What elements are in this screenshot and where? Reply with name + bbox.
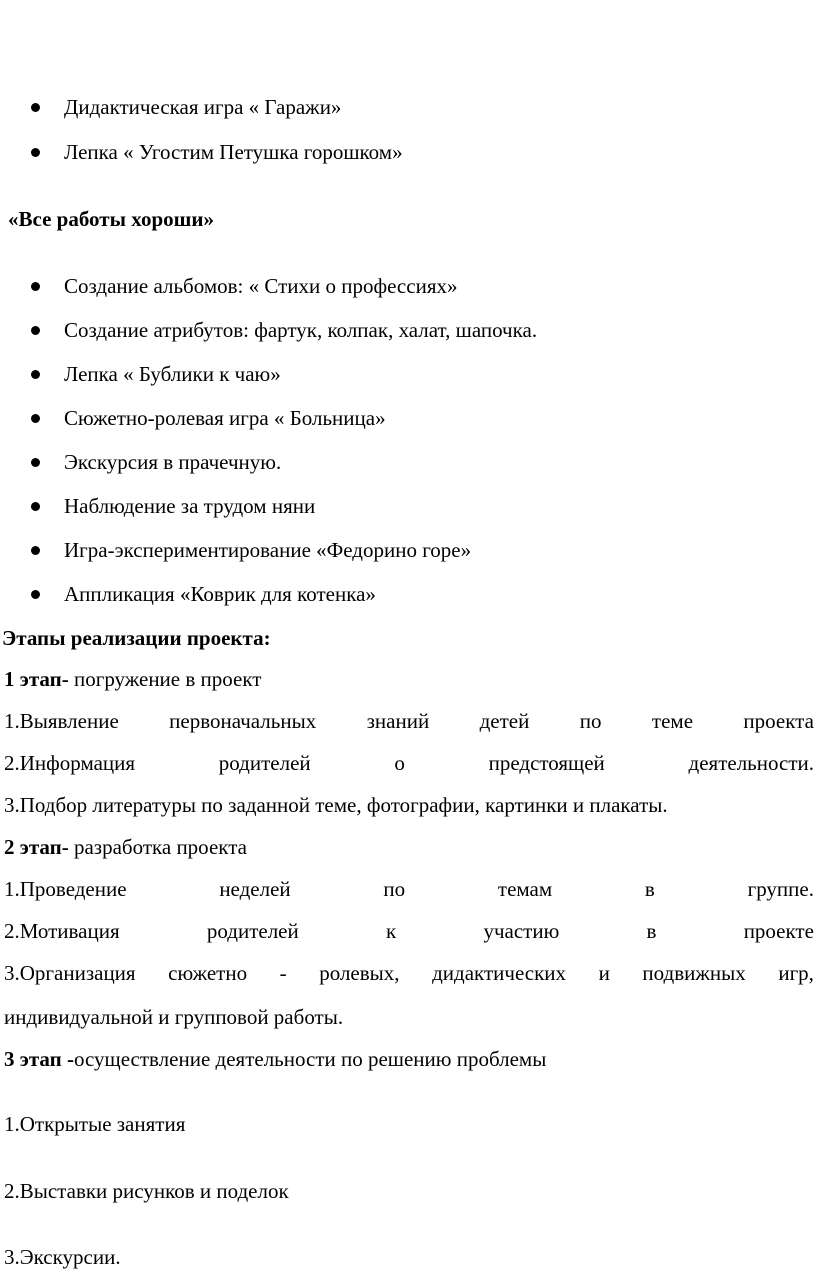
list-item: [0, 448, 816, 476]
word: предстоящей: [488, 751, 605, 775]
stages-heading: Этапы реализации проекта:: [2, 626, 271, 650]
word: проекта: [743, 709, 814, 733]
stage-2-item-2: [4, 917, 814, 945]
word: участию: [483, 919, 560, 943]
word: 3.Организация: [4, 961, 136, 985]
word: родителей: [206, 919, 299, 943]
word: по: [383, 877, 406, 901]
word: -: [279, 961, 287, 985]
list-item-text: Дидактическая игра « Гаражи»: [64, 95, 342, 119]
word: деятельности.: [688, 751, 814, 775]
word: 1.Проведение: [4, 877, 127, 901]
list-item: [0, 492, 816, 520]
bullet-icon: [31, 370, 40, 379]
stage-1-label: 1 этап-: [4, 667, 69, 691]
stage-3-text: осуществление деятельности по решению проблемы: [73, 1047, 547, 1071]
word: 2.Информация: [4, 751, 136, 775]
list-item: [0, 360, 816, 388]
stage-1-item-2: [4, 749, 814, 777]
word: первоначальных: [169, 709, 317, 733]
word: знаний: [366, 709, 430, 733]
stage-1-text: погружение в проект: [68, 667, 262, 691]
word: в: [644, 877, 655, 901]
list-item-text: Аппликация «Коврик для котенка»: [64, 582, 376, 606]
stage-3-item-3: 3.Экскурсии.: [4, 1245, 121, 1269]
bullet-icon: [31, 414, 40, 423]
stage-3-item-2: 2.Выставки рисунков и поделок: [4, 1179, 289, 1203]
stage-3-item-1: 1.Открытые занятия: [4, 1112, 186, 1136]
list-item-text: Лепка « Бублики к чаю»: [64, 362, 281, 386]
word: родителей: [218, 751, 311, 775]
list-item-text: Наблюдение за трудом няни: [64, 494, 316, 518]
bullet-icon: [31, 458, 40, 467]
list-item-text: Экскурсия в прачечную.: [64, 450, 282, 474]
bullet-icon: [31, 590, 40, 599]
stage-2-item-3-continuation: индивидуальной и групповой работы.: [4, 1005, 344, 1029]
stage-1-item-3: 3.Подбор литературы по заданной теме, фотографии, картинки и плакаты.: [4, 793, 668, 817]
word: ролевых,: [319, 961, 400, 985]
word: группе.: [747, 877, 814, 901]
word: дидактических: [432, 961, 567, 985]
section-title: «Все работы хороши»: [8, 207, 214, 231]
word: детей: [479, 709, 530, 733]
word: теме: [651, 709, 694, 733]
stage-1-item-1: [4, 707, 814, 735]
list-item-text: Создание атрибутов: фартук, колпак, халат, шапочка.: [64, 318, 538, 342]
bullet-icon: [31, 103, 40, 112]
word: подвижных: [642, 961, 746, 985]
word: к: [386, 919, 397, 943]
list-item: [0, 138, 816, 166]
stage-3-heading: [4, 1045, 546, 1073]
list-item: [0, 316, 816, 344]
word: сюжетно: [168, 961, 248, 985]
bullet-icon: [31, 282, 40, 291]
list-item-text: Создание альбомов: « Стихи о профессиях»: [64, 274, 458, 298]
word: и: [598, 961, 610, 985]
list-item-text: Сюжетно-ролевая игра « Больница»: [64, 406, 386, 430]
list-item-text: Игра-экспериментирование «Федорино горе»: [64, 538, 472, 562]
list-item: [0, 536, 816, 564]
bullet-icon: [31, 148, 40, 157]
list-item: [0, 404, 816, 432]
stage-1-heading: [4, 665, 261, 693]
word: игр,: [778, 961, 814, 985]
stage-2-item-1: [4, 875, 814, 903]
word: в: [646, 919, 657, 943]
stage-2-heading: [4, 833, 247, 861]
list-item-text: Лепка « Угостим Петушка горошком»: [64, 140, 403, 164]
word: неделей: [219, 877, 291, 901]
word: о: [394, 751, 405, 775]
bullet-icon: [31, 546, 40, 555]
stage-3-label: 3 этап -: [4, 1047, 74, 1071]
list-item: [0, 272, 816, 300]
stage-2-text: разработка проекта: [68, 835, 247, 859]
word: темам: [497, 877, 553, 901]
word: по: [579, 709, 602, 733]
stage-2-item-3: [4, 959, 814, 987]
bullet-icon: [31, 502, 40, 511]
stage-2-label: 2 этап-: [4, 835, 69, 859]
bullet-icon: [31, 326, 40, 335]
list-item: [0, 580, 816, 608]
word: 1.Выявление: [4, 709, 119, 733]
list-item: [0, 93, 816, 121]
word: 2.Мотивация: [4, 919, 120, 943]
word: проекте: [743, 919, 814, 943]
